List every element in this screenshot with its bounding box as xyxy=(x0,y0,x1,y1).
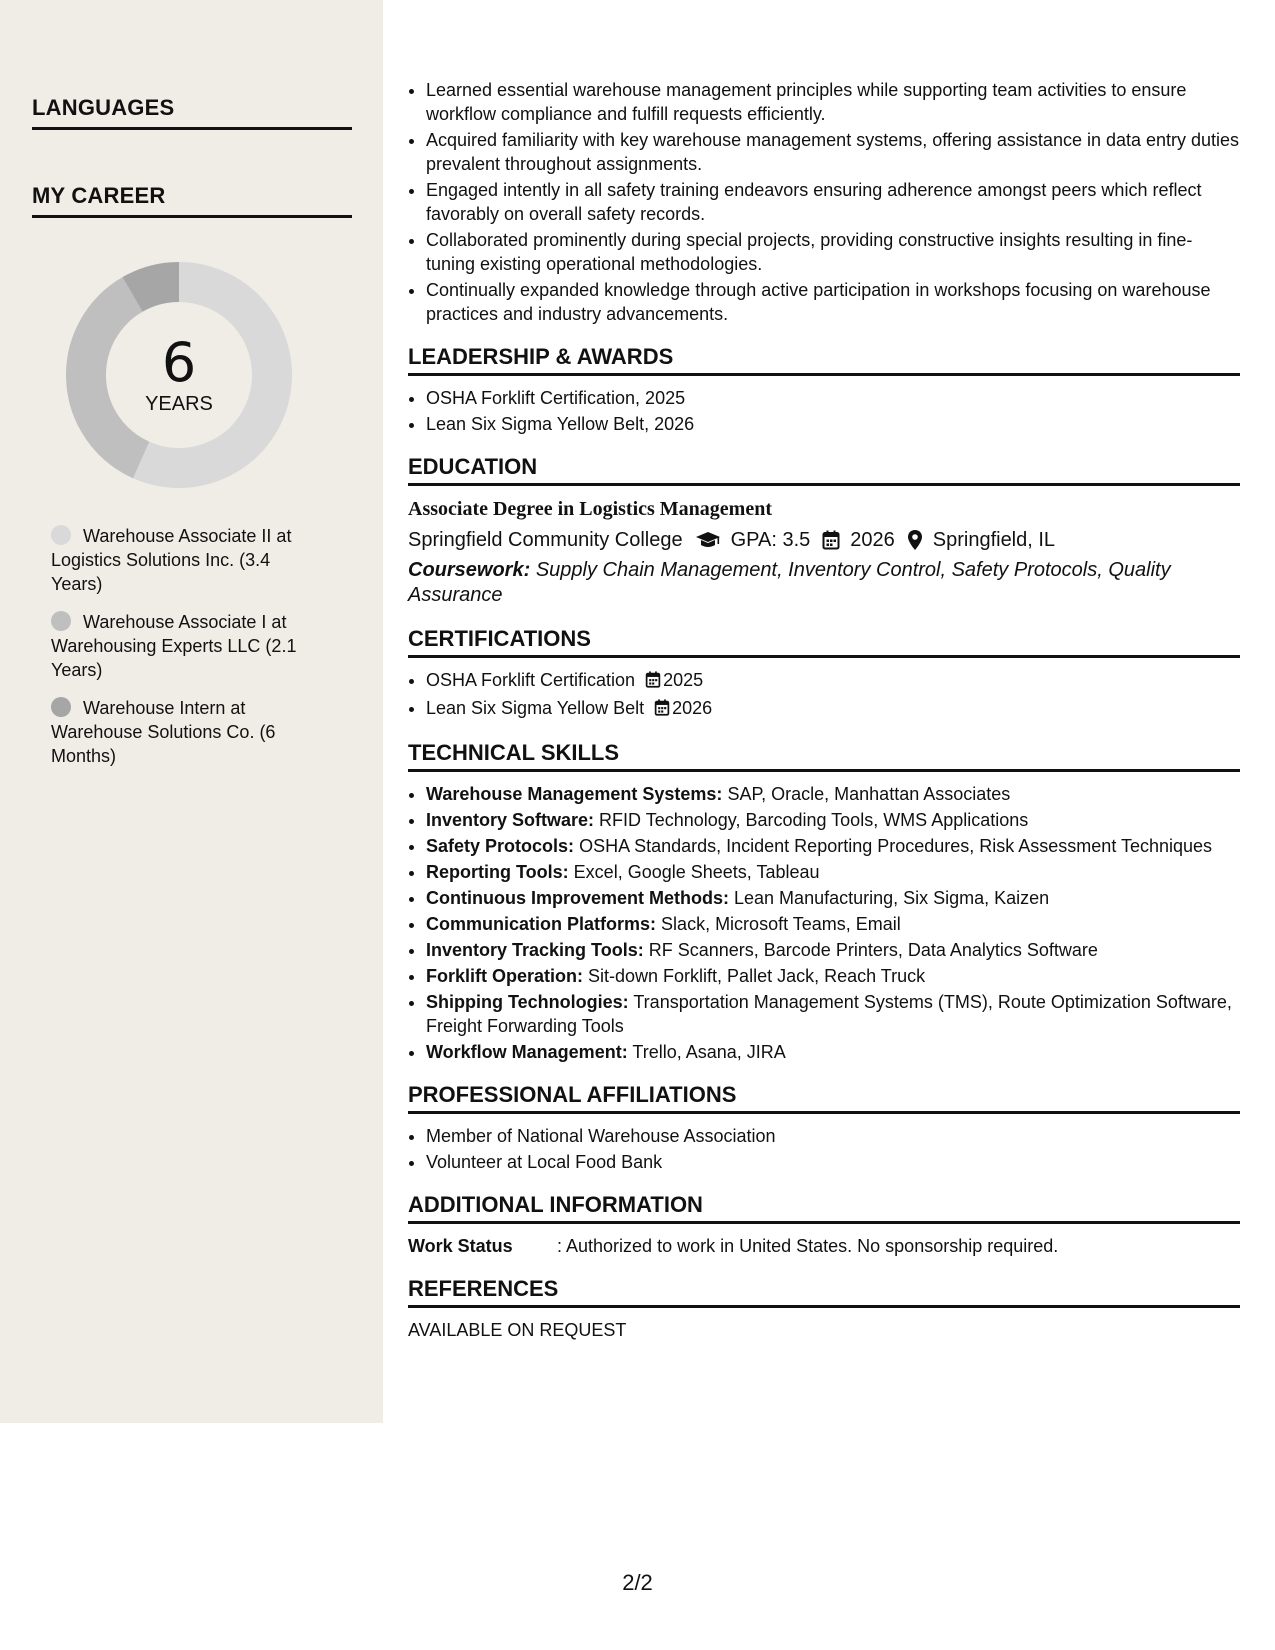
skill-item xyxy=(426,860,1240,884)
education-details xyxy=(408,526,1240,554)
work-status-label: Work Status xyxy=(408,1236,513,1256)
skill-value: RF Scanners, Barcode Printers, Data Analytics Software xyxy=(648,940,1098,960)
career-legend-item xyxy=(51,524,321,596)
career-total-years: 6 xyxy=(161,330,197,394)
career-section xyxy=(32,183,352,218)
skill-label: Shipping Technologies: xyxy=(426,992,629,1012)
skill-label: Safety Protocols: xyxy=(426,836,575,856)
certification-item xyxy=(426,668,1240,694)
school-name: Springfield Community College xyxy=(408,529,683,551)
leadership-item: • Lean Six Sigma Yellow Belt, 2026 xyxy=(426,412,1240,436)
skills-list xyxy=(408,782,1240,1064)
degree-title: Associate Degree in Logistics Management xyxy=(408,498,773,520)
calendar-icon xyxy=(645,670,661,694)
coursework-label: Coursework: xyxy=(408,559,531,581)
skill-value: RFID Technology, Barcoding Tools, WMS Applications xyxy=(599,810,1029,830)
affiliation-item: • Volunteer at Local Food Bank xyxy=(426,1150,1240,1174)
affiliations-title: PROFESSIONAL AFFILIATIONS xyxy=(408,1082,1240,1114)
skill-label: Warehouse Management Systems: xyxy=(426,784,723,804)
certification-name: Lean Six Sigma Yellow Belt xyxy=(426,698,645,718)
skill-value: Lean Manufacturing, Six Sigma, Kaizen xyxy=(734,888,1050,908)
experience-bullet: • Engaged intently in all safety training endeavors ensuring adherence amongst peers which reflect favorably on overall safety records. xyxy=(426,178,1240,226)
donut-center xyxy=(63,259,295,491)
education-location: Springfield, IL xyxy=(932,529,1056,551)
career-total-label: YEARS xyxy=(145,392,213,415)
career-legend-label: Warehouse Associate II at Logistics Solutions Inc. (3.4 Years) xyxy=(51,526,292,594)
location-pin-icon xyxy=(907,529,923,551)
career-donut-chart xyxy=(63,259,295,491)
languages-heading: LANGUAGES xyxy=(32,95,352,130)
skills-title: TECHNICAL SKILLS xyxy=(408,740,1240,772)
leadership-item: • OSHA Forklift Certification, 2025 xyxy=(426,386,1240,410)
experience-bullet: • Collaborated prominently during special projects, providing constructive insights resulting in fine-tuning existing operational methodologies. xyxy=(426,228,1240,276)
skill-item xyxy=(426,990,1240,1038)
career-heading: MY CAREER xyxy=(32,183,352,218)
career-legend xyxy=(51,524,321,782)
career-legend-label: Warehouse Associate I at Warehousing Experts LLC (2.1 Years) xyxy=(51,612,297,680)
career-legend-item xyxy=(51,696,321,768)
legend-dot xyxy=(51,611,71,631)
certification-name: OSHA Forklift Certification xyxy=(426,670,636,690)
skill-label: Continuous Improvement Methods: xyxy=(426,888,729,908)
skill-item xyxy=(426,1040,1240,1064)
experience-bullet: • Continually expanded knowledge through active participation in workshops focusing on warehouse practices and industry advancements. xyxy=(426,278,1240,326)
skill-item xyxy=(426,782,1240,806)
affiliations-list xyxy=(408,1124,1240,1174)
coursework-list: Supply Chain Management, Inventory Control, Safety Protocols, Quality Assurance xyxy=(408,559,1171,606)
skill-value: Slack, Microsoft Teams, Email xyxy=(661,914,901,934)
work-status-row xyxy=(408,1234,1240,1258)
skill-label: Forklift Operation: xyxy=(426,966,583,986)
skill-label: Reporting Tools: xyxy=(426,862,569,882)
skill-value: Trello, Asana, JIRA xyxy=(632,1042,786,1062)
additional-info-title: ADDITIONAL INFORMATION xyxy=(408,1192,1240,1224)
certification-year: 2025 xyxy=(663,670,704,690)
skill-item xyxy=(426,964,1240,988)
skill-item xyxy=(426,808,1240,832)
skill-value: Transportation Management Systems (TMS), Route Optimization Software, Freight Forwarding Tools xyxy=(426,992,1232,1036)
experience-bullet: • Learned essential warehouse management principles while supporting team activities to ensure workflow compliance and fulfill requests efficiently. xyxy=(426,78,1240,126)
skill-item xyxy=(426,912,1240,936)
experience-bullet: • Acquired familiarity with key warehouse management systems, offering assistance in data entry duties prevalent throughout assignments. xyxy=(426,128,1240,176)
skill-label: Workflow Management: xyxy=(426,1042,628,1062)
references-title: REFERENCES xyxy=(408,1276,1240,1308)
skill-label: Inventory Software: xyxy=(426,810,595,830)
graduation-cap-icon xyxy=(695,530,721,550)
page-number: 2/2 xyxy=(622,1570,653,1595)
skill-item xyxy=(426,938,1240,962)
career-legend-label: Warehouse Intern at Warehouse Solutions Co. (6 Months) xyxy=(51,698,276,766)
gpa: GPA: 3.5 xyxy=(730,529,811,551)
skill-label: Communication Platforms: xyxy=(426,914,657,934)
certification-year: 2026 xyxy=(672,698,713,718)
skill-value: OSHA Standards, Incident Reporting Procedures, Risk Assessment Techniques xyxy=(579,836,1213,856)
references-text: AVAILABLE ON REQUEST xyxy=(408,1320,627,1340)
calendar-icon xyxy=(654,698,670,722)
certifications-title: CERTIFICATIONS xyxy=(408,626,1240,658)
skill-value: SAP, Oracle, Manhattan Associates xyxy=(727,784,1011,804)
education-title: EDUCATION xyxy=(408,454,1240,486)
certifications-list xyxy=(408,668,1240,722)
graduation-year: 2026 xyxy=(850,529,895,551)
legend-dot xyxy=(51,697,71,717)
leadership-title: LEADERSHIP & AWARDS xyxy=(408,344,1240,376)
coursework xyxy=(408,558,1240,608)
sidebar xyxy=(0,0,383,1423)
skill-item xyxy=(426,834,1240,858)
skill-value: Excel, Google Sheets, Tableau xyxy=(573,862,820,882)
experience-bullets xyxy=(408,78,1240,326)
certification-item xyxy=(426,696,1240,722)
languages-section xyxy=(32,95,352,130)
affiliation-item: • Member of National Warehouse Association xyxy=(426,1124,1240,1148)
skill-value: Sit-down Forklift, Pallet Jack, Reach Truck xyxy=(588,966,926,986)
main-content xyxy=(408,78,1240,1342)
calendar-icon xyxy=(822,530,840,550)
skill-item xyxy=(426,886,1240,910)
legend-dot xyxy=(51,525,71,545)
career-legend-item xyxy=(51,610,321,682)
work-status-value: : Authorized to work in United States. No sponsorship required. xyxy=(557,1236,1059,1256)
skill-label: Inventory Tracking Tools: xyxy=(426,940,644,960)
leadership-list xyxy=(408,386,1240,436)
